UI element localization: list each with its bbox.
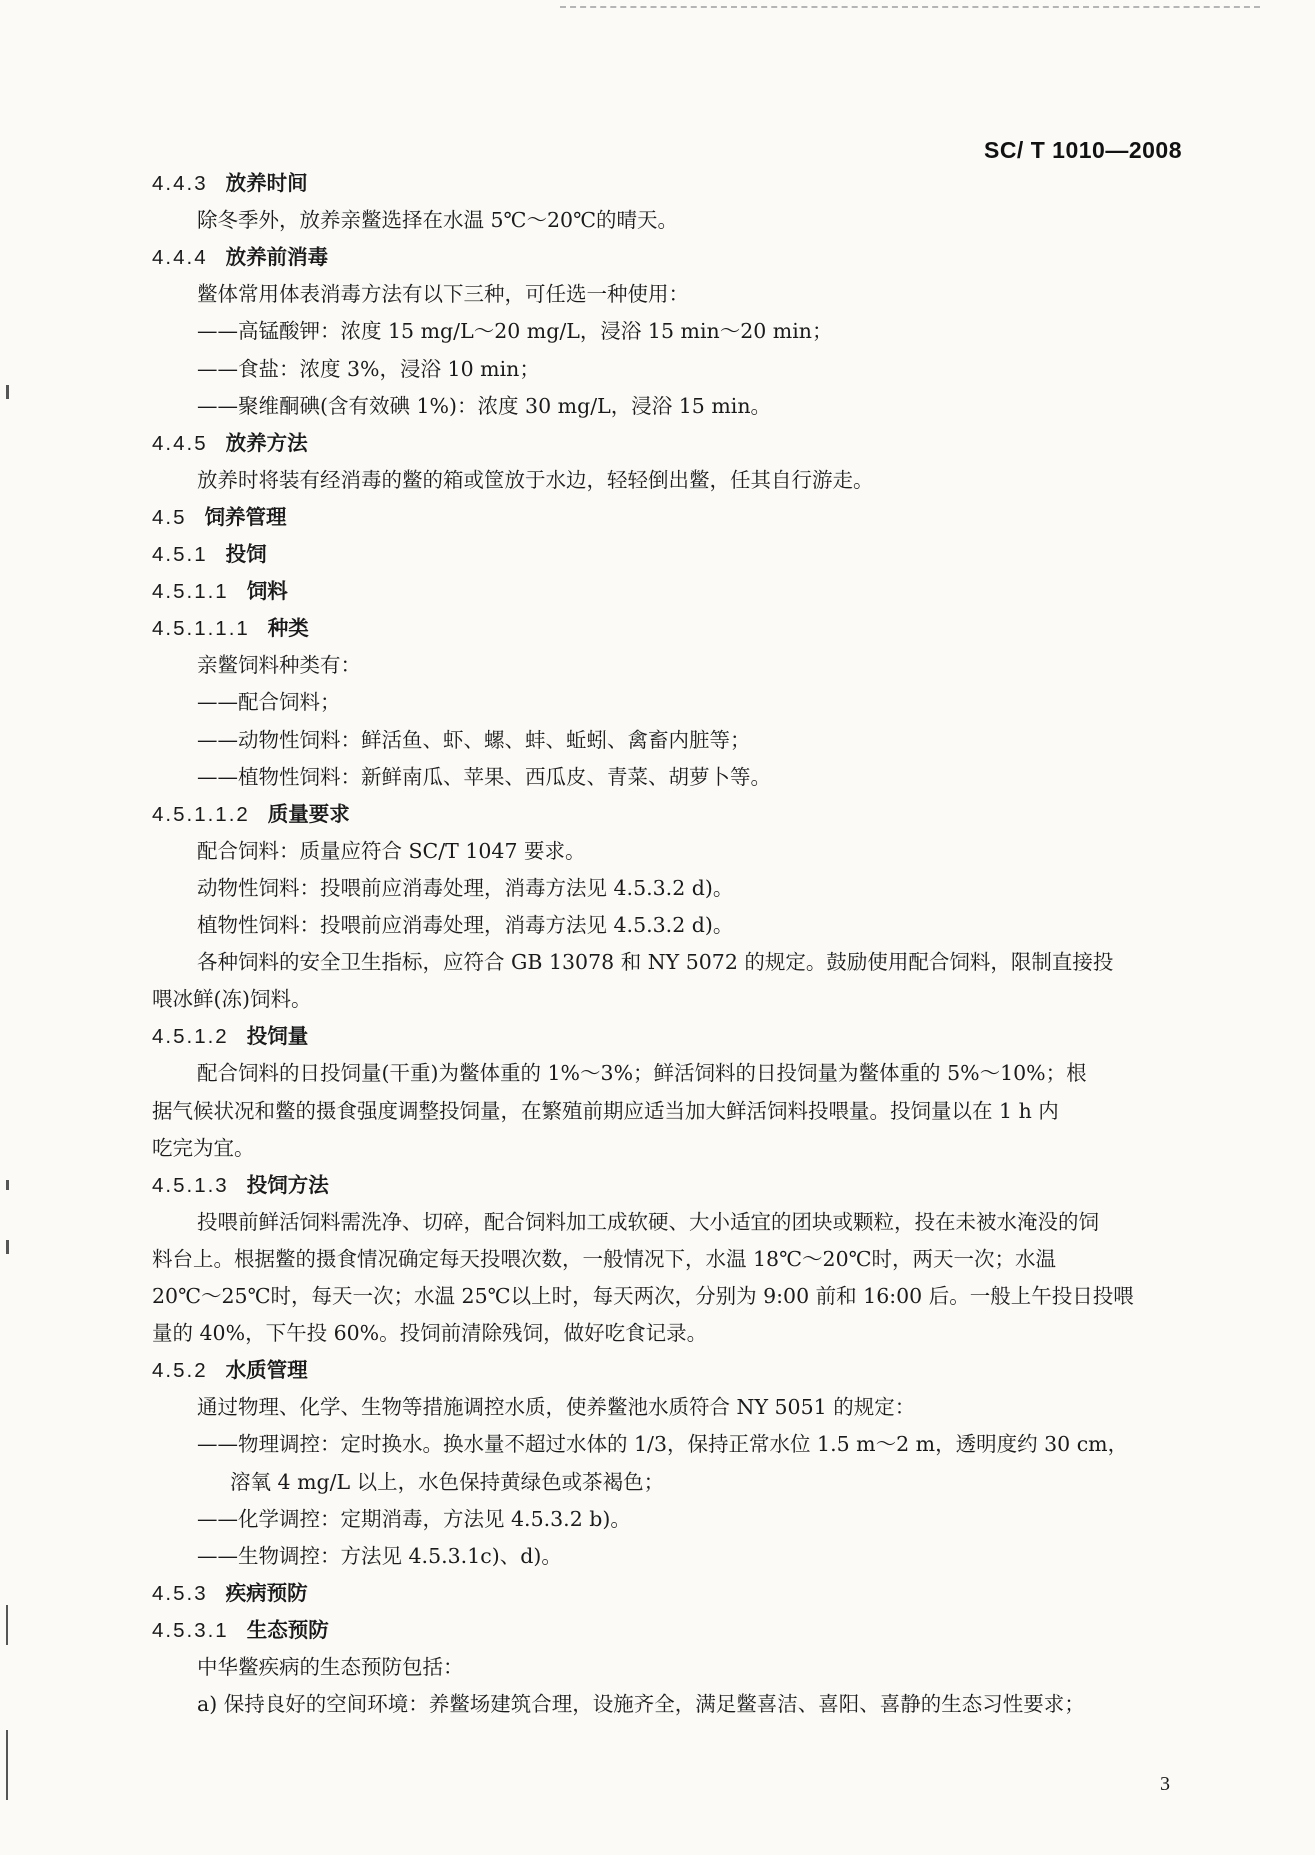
paragraph-line: 放养时将装有经消毒的鳖的箱或筐放于水边，轻轻倒出鳖，任其自行游走。 <box>197 468 874 492</box>
paragraph-line: 配合饲料：质量应符合 SC/T 1047 要求。 <box>197 839 586 863</box>
page-number: 3 <box>1160 1773 1170 1795</box>
section-number: 4.5.1.2 <box>152 1025 229 1048</box>
continuation-line: 量的 40%，下午投 60%。投饲前清除残饲，做好吃食记录。 <box>152 1321 708 1345</box>
paragraph-line: 除冬季外，放养亲鳖选择在水温 5℃～20℃的晴天。 <box>197 208 679 232</box>
paragraph-line: 中华鳖疾病的生态预防包括： <box>197 1655 464 1679</box>
paragraph-line: ——植物性饲料：新鲜南瓜、苹果、西瓜皮、青菜、胡萝卜等。 <box>197 765 771 789</box>
scan-edge-mark <box>6 1605 8 1645</box>
section-number: 4.5.1.3 <box>152 1174 229 1197</box>
paragraph-line: 植物性饲料：投喂前应消毒处理，消毒方法见 4.5.3.2 d)。 <box>197 913 734 937</box>
scan-edge-mark <box>6 1240 9 1254</box>
paragraph-line: ——物理调控：定时换水。换水量不超过水体的 1/3，保持正常水位 1.5 m～2 m，透明度约 30 cm， <box>197 1432 1129 1456</box>
paragraph-line: 鳖体常用体表消毒方法有以下三种，可任选一种使用： <box>197 282 689 306</box>
paragraph-line: ——配合饲料； <box>197 690 341 714</box>
section-heading <box>152 1170 329 1201</box>
section-number: 4.5.1 <box>152 543 208 566</box>
section-number: 4.5.2 <box>152 1359 208 1382</box>
scan-edge-mark <box>6 385 9 399</box>
standard-code: SC/ T 1010—2008 <box>983 137 1182 163</box>
section-number: 4.5.1.1 <box>152 580 229 603</box>
scan-edge-mark <box>6 1730 8 1800</box>
section-title: 投饲量 <box>246 1024 309 1048</box>
continuation-line: 据气候状况和鳖的摄食强度调整投饲量，在繁殖前期应适当加大鲜活饲料投喂量。投饲量以在 1 h 内 <box>152 1099 1059 1123</box>
section-heading <box>152 539 267 570</box>
continuation-line: 溶氧 4 mg/L 以上，水色保持黄绿色或茶褐色； <box>230 1470 665 1494</box>
section-number: 4.4.5 <box>152 432 208 455</box>
paragraph-line: ——聚维酮碘(含有效碘 1%)：浓度 30 mg/L，浸浴 15 min。 <box>197 394 772 418</box>
section-heading <box>152 1355 308 1386</box>
continuation-line: 料台上。根据鳖的摄食情况确定每天投喂次数，一般情况下，水温 18℃～20℃时，两天一次；水温 <box>152 1247 1057 1271</box>
section-heading <box>152 428 308 459</box>
section-heading <box>152 502 287 533</box>
section-title: 投饲 <box>225 542 267 566</box>
section-number: 4.5.3.1 <box>152 1619 229 1642</box>
section-number: 4.4.3 <box>152 172 208 195</box>
section-heading <box>152 1615 329 1646</box>
section-heading <box>152 242 328 273</box>
paragraph-line: 通过物理、化学、生物等措施调控水质，使养鳖池水质符合 NY 5051 的规定： <box>197 1395 916 1419</box>
section-heading <box>152 613 309 644</box>
section-title: 放养时间 <box>225 171 308 195</box>
section-heading <box>152 1021 308 1052</box>
paragraph-line: a) 保持良好的空间环境：养鳖场建筑合理，设施齐全，满足鳖喜洁、喜阳、喜静的生态习性要求； <box>197 1692 1085 1716</box>
section-title: 饲养管理 <box>204 505 287 529</box>
section-title: 放养方法 <box>225 431 308 455</box>
section-title: 种类 <box>267 616 309 640</box>
section-title: 饲料 <box>246 579 288 603</box>
section-title: 投饲方法 <box>246 1173 329 1197</box>
section-number: 4.5.1.1.1 <box>152 617 250 640</box>
section-number: 4.5.1.1.2 <box>152 803 250 826</box>
continuation-line: 20℃～25℃时，每天一次；水温 25℃以上时，每天两次，分别为 9:00 前和 16:00 后。一般上午投日投喂 <box>152 1284 1134 1308</box>
paragraph-line: ——化学调控：定期消毒，方法见 4.5.3.2 b)。 <box>197 1507 631 1531</box>
section-heading <box>152 799 350 830</box>
section-title: 疾病预防 <box>225 1581 308 1605</box>
section-number: 4.4.4 <box>152 246 208 269</box>
section-heading <box>152 576 288 607</box>
continuation-line: 吃完为宜。 <box>152 1136 255 1160</box>
section-title: 生态预防 <box>246 1618 329 1642</box>
paragraph-line: 各种饲料的安全卫生指标，应符合 GB 13078 和 NY 5072 的规定。鼓励使用配合饲料，限制直接投 <box>197 950 1114 974</box>
paragraph-line: ——高锰酸钾：浓度 15 mg/L～20 mg/L，浸浴 15 min～20 min； <box>197 319 833 343</box>
continuation-line: 喂冰鲜(冻)饲料。 <box>152 987 312 1011</box>
paragraph-line: ——动物性饲料：鲜活鱼、虾、螺、蚌、蚯蚓、禽畜内脏等； <box>197 728 751 752</box>
scan-edge-artifact <box>560 6 1260 12</box>
section-heading <box>152 168 308 199</box>
scan-edge-mark <box>6 1180 9 1190</box>
paragraph-line: 配合饲料的日投饲量(干重)为鳖体重的 1%～3%；鲜活饲料的日投饲量为鳖体重的 5%～10%；根 <box>197 1061 1087 1085</box>
section-title: 水质管理 <box>225 1358 308 1382</box>
section-heading <box>152 1578 308 1609</box>
section-number: 4.5 <box>152 506 187 529</box>
section-title: 质量要求 <box>267 802 350 826</box>
paragraph-line: 动物性饲料：投喂前应消毒处理，消毒方法见 4.5.3.2 d)。 <box>197 876 734 900</box>
paragraph-line: ——食盐：浓度 3%，浸浴 10 min； <box>197 357 540 381</box>
paragraph-line: 投喂前鲜活饲料需洗净、切碎，配合饲料加工成软硬、大小适宜的团块或颗粒，投在未被水淹没的饲 <box>197 1210 1099 1234</box>
section-number: 4.5.3 <box>152 1582 208 1605</box>
paragraph-line: 亲鳖饲料种类有： <box>197 653 361 677</box>
section-title: 放养前消毒 <box>225 245 329 269</box>
paragraph-line: ——生物调控：方法见 4.5.3.1c)、d)。 <box>197 1544 562 1568</box>
